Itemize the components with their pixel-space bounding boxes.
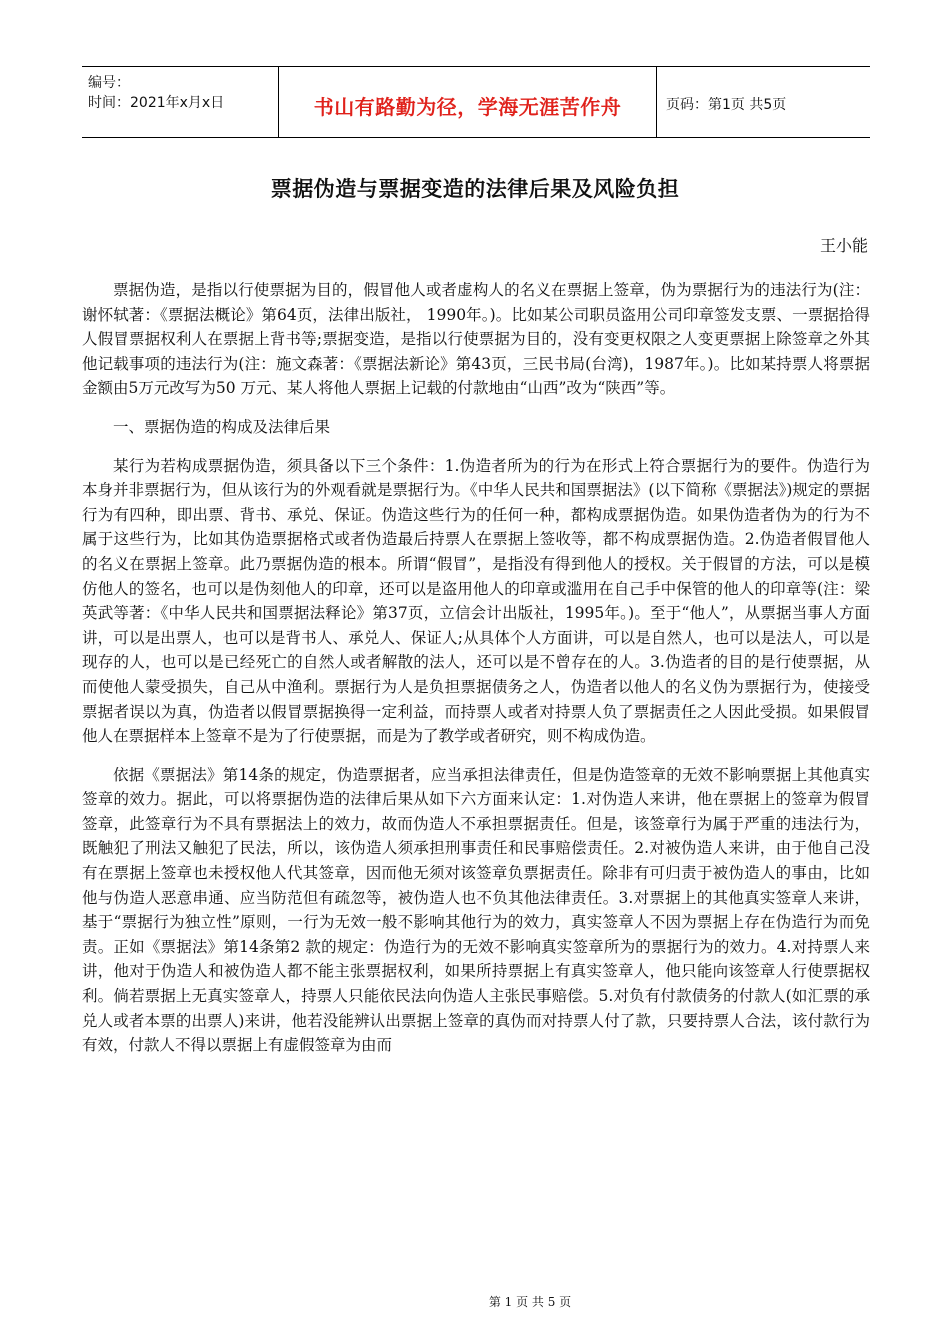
header-motto: 书山有路勤为径，学海无涯苦作舟 [313, 95, 622, 119]
header-meta [88, 73, 224, 113]
body-paragraph: 依据《票据法》第14条的规定，伪造票据者，应当承担法律责任，但是伪造签章的无效不影响票据上其他真实签章的效力。据此，可以将票据伪造的法律后果从如下六方面来认定：1.对伪造人来讲，他在票据上的签章为假冒签章，此签章行为不具有票据法上的效力，故而伪造人不承担票据责任。但是，该签章行为属于严重的违法行为，既触犯了刑法又触犯了民法，所以，该伪造人须承担刑事责任和民事赔偿责任。2.对被伪造人来讲，由于他自己没有在票据上签章也未授权他人代其签章，因而他无须对该签章负票据责任。除非有可归责于被伪造人的事由，比如他与伪造人恶意串通、应当防范但有疏忽等，被伪造人也不负其他法律责任。3.对票据上的其他真实签章人来讲，基于“票据行为独立性”原则，一行为无效一般不影响其他行为的效力，真实签章人不因为票据上存在伪造行为而免责。正如《票据法》第14条第2 款的规定：伪造行为的无效不影响真实签章所为的票据行为的效力。4.对持票人来讲，他对于伪造人和被伪造人都不能主张票据权利，如果所持票据上有真实签章人，他只能向该签章人行使票据权利。倘若票据上无真实签章人，持票人只能依民法向伪造人主张民事赔偿。5.对负有付款债务的付款人(如汇票的承兑人或者本票的出票人)来讲，他若没能辨认出票据上签章的真伪而对持票人付了款，只要持票人合法，该付款行为有效，付款人不得以票据上有虚假签章为由而 [82, 765, 870, 1055]
page-header [82, 66, 870, 138]
header-divider [656, 67, 657, 137]
time-label: 时间：2021年x月x日 [88, 95, 225, 111]
document-body [82, 278, 870, 1072]
body-paragraph: 票据伪造，是指以行使票据为目的，假冒他人或者虚构人的名义在票据上签章，伪为票据行为的违法行为(注：谢怀轼著：《票据法概论》第64页，法律出版社， 1990年。)。比如某公司职员盗用公司印章签发支票、一票据拾得人假冒票据权利人在票据上背书等;票据变造，是指以行使票据为目的，没有变更权限之人变更票据上除签章之外其他记载事项的违法行为(注：施文森著：《票据法新论》第43页，三民书局(台湾)，1987年。)。比如某持票人将票据金额由5万元改写为50 万元、某人将他人票据上记载的付款地由“山西”改为“陕西”等。 [82, 281, 870, 398]
page-footer: 第 1 页 共 5 页 [488, 1295, 572, 1309]
body-paragraph: 某行为若构成票据伪造，须具备以下三个条件：1.伪造者所为的行为在形式上符合票据行为的要件。伪造行为本身并非票据行为，但从该行为的外观看就是票据行为。《中华人民共和国票据法》(以下简称《票据法》)规定的票据行为有四种，即出票、背书、承兑、保证。伪造这些行为的任何一种，都构成票据伪造。如果伪造者伪为的行为不属于这些行为，比如其伪造票据格式或者伪造最后持票人在票据上签收等，都不构成票据伪造。2.伪造者假冒他人的名义在票据上签章。此乃票据伪造的根本。所谓“假冒”，是指没有得到他人的授权。关于假冒的方法，可以是模仿他人的签名，也可以是伪刻他人的印章，还可以是盗用他人的印章或滥用在自己手中保管的他人的印章等(注：梁英武等著：《中华人民共和国票据法释论》第37页，立信会计出版社，1995年。)。至于“他人”，从票据当事人方面讲，可以是出票人，也可以是背书人、承兑人、保证人;从具体个人方面讲，可以是自然人，也可以是法人，可以是现存的人，也可以是已经死亡的自然人或者解散的法人，还可以是不曾存在的人。3.伪造者的目的是行使票据，从而使他人蒙受损失，自己从中渔利。票据行为人是负担票据债务之人，伪造者以他人的名义伪为票据行为，使接受票据者误以为真，伪造者以假冒票据换得一定利益，而持票人或者对持票人负了票据责任之人因此受损。如果假冒他人在票据样本上签章不是为了行使票据，而是为了教学或者研究，则不构成伪造。 [82, 456, 870, 746]
document-author: 王小能 [819, 236, 868, 255]
header-page-info: 页码：第1页 共5页 [666, 97, 787, 113]
document-title: 票据伪造与票据变造的法律后果及风险负担 [270, 177, 680, 201]
serial-label: 编号： [88, 75, 130, 91]
section-heading: 一、票据伪造的构成及法律后果 [113, 417, 331, 436]
